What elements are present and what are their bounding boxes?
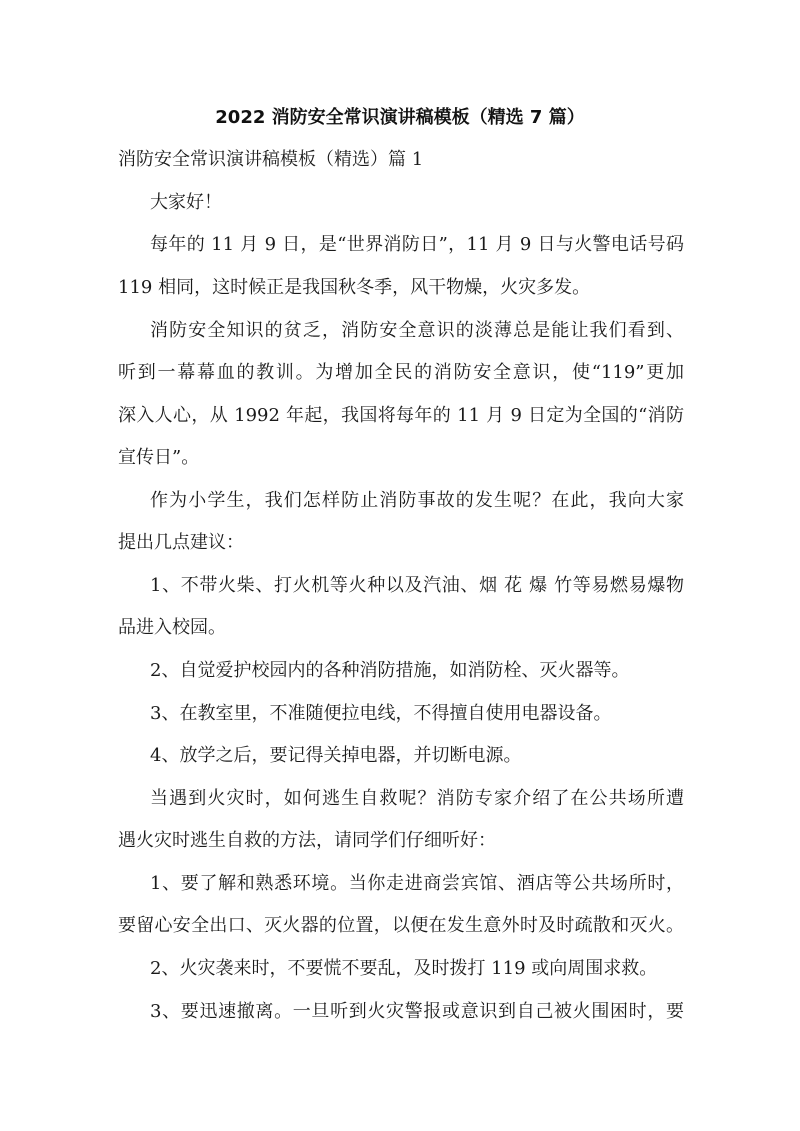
paragraph-line: 当遇到火灾时，如何逃生自救呢？消防专家介绍了在公共场所遭: [150, 788, 684, 809]
list-item-line: 1、不带火柴、打火机等火种以及汽油、烟 花 爆 竹等易燃易爆物: [150, 575, 684, 596]
list-item-line: 2、火灾袭来时，不要慌不要乱，及时拨打 119 或向周围求救。: [150, 958, 658, 979]
paragraph-line: 听到一幕幕血的教训。为增加全民的消防安全意识，使“119”更加: [118, 362, 684, 383]
paragraph-line: 深入人心，从 1992 年起，我国将每年的 11 月 9 日定为全国的“消防: [118, 405, 684, 426]
list-item-line: 2、自觉爱护校园内的各种消防措施，如消防栓、灭火器等。: [150, 660, 630, 681]
list-item-line: 品进入校园。: [118, 617, 226, 638]
section-heading: 消防安全常识演讲稿模板（精选）篇 1: [118, 149, 424, 170]
paragraph-line: 宣传日”。: [118, 447, 200, 468]
paragraph-line: 提出几点建议：: [118, 532, 244, 553]
list-item-line: 4、放学之后，要记得关掉电器，并切断电源。: [150, 745, 522, 766]
paragraph-line: 119 相同，这时候正是我国秋冬季，风干物燥，火灾多发。: [118, 277, 591, 298]
document-title: 2022 消防安全常识演讲稿模板（精选 7 篇）: [215, 107, 585, 128]
paragraph-line: 每年的 11 月 9 日，是“世界消防日”，11 月 9 日与火警电话号码: [150, 234, 684, 255]
list-item-line: 1、要了解和熟悉环境。当你走进商尝宾馆、酒店等公共场所时，: [150, 873, 684, 894]
paragraph-line: 作为小学生，我们怎样防止消防事故的发生呢？在此，我向大家: [150, 490, 684, 511]
list-item-line: 3、在教室里，不准随便拉电线，不得擅自使用电器设备。: [150, 703, 612, 724]
list-item-line: 3、要迅速撤离。一旦听到火灾警报或意识到自己被火围困时，要: [150, 1001, 684, 1022]
greeting-line: 大家好！: [150, 192, 222, 213]
list-item-line: 要留心安全出口、灭火器的位置，以便在发生意外时及时疏散和灭火。: [118, 915, 684, 936]
paragraph-line: 遇火灾时逃生自救的方法，请同学们仔细听好：: [118, 830, 496, 851]
paragraph-line: 消防安全知识的贫乏，消防安全意识的淡薄总是能让我们看到、: [150, 320, 684, 341]
